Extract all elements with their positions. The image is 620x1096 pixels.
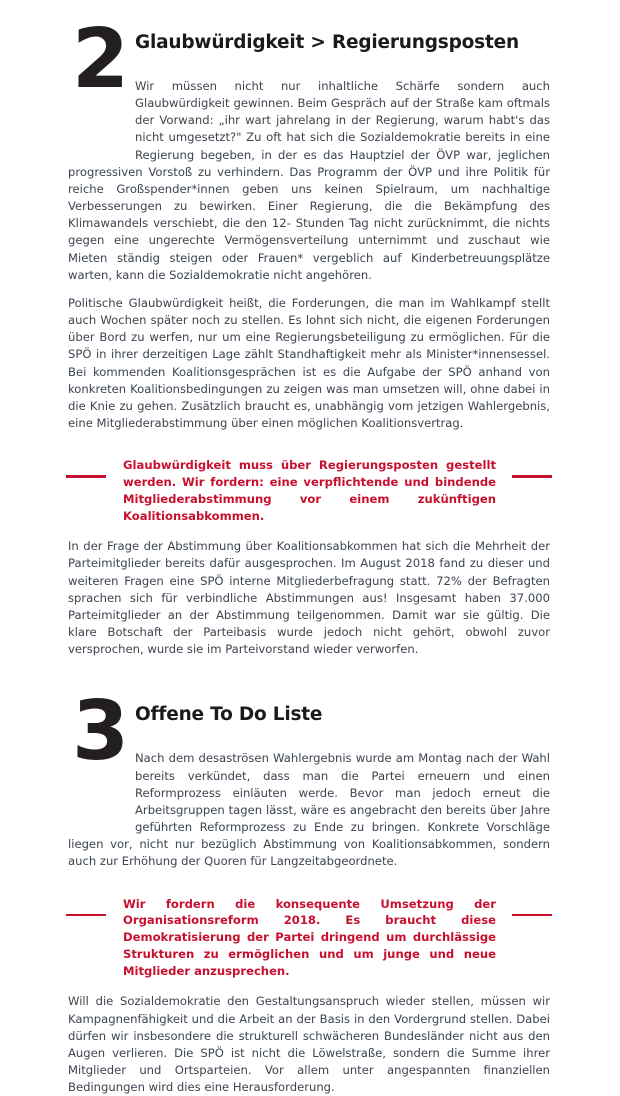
section-2-paragraph-2: Politische Glaubwürdigkeit heißt, die Forderungen, die man im Wahlkampf stellt auch Wochen später noch zu stellen. Es lohnt sich nicht, die eigenen Forderungen über Bord zu werfen, nur um eine Regierungsbeteiligung zu ermöglichen. Für die SPÖ in ihrer derzeitigen Lage zählt Standhaftigkeit mehr als Minister*innensessel. Bei kommenden Koalitionsgesprächen ist es die Aufgabe der SPÖ anhand von konkreten Koalitionsbedingungen zu zeigen was man umsetzen will, ohne dabei in die Knie zu gehen. Zusätzlich braucht es, unabhängig vom jetzigen Wahlergebnis, eine Mitgliederabstimmung über einen möglichen Koalitionsvertrag.: [68, 295, 550, 430]
section-3-after-body: [0, 993, 620, 1096]
spacer-before-demand-1: [0, 432, 620, 441]
demand-rule-left-icon: [66, 914, 106, 916]
section-3-header: [0, 684, 620, 780]
section-3-paragraph-1: Nach dem desaströsen Wahlergebnis wurde am Montag nach der Wahl bereits verkündet, dass man die Partei erneuern und einen Reformprozess einläuten werde. Bevor man jedoch erneut die Arbeitsgruppen tagen lässt, wäre es angebracht den bereits über Jahre geführten Reformprozess zu Ende zu bringen. Konkrete Vorschläge liegen vor, nicht nur bezüglich Abstimmung von Koalitionsabkommen, sondern auch zur Erhöhung der Quoren für Langzeitabgeordnete.: [68, 751, 550, 869]
demand-rule-right-icon: [512, 914, 552, 916]
section-2-number: 2: [72, 12, 128, 107]
section-3-number: 3: [72, 684, 128, 780]
section-2-paragraph-3: In der Frage der Abstimmung über Koalitionsabkommen hat sich die Mehrheit der Parteimitglieder bereits dafür ausgesprochen. Im August 2018 fand zu dieser und weiteren Fragen eine SPÖ interne Mitgliederbefragung statt. 72% der Befragten sprachen sich für verbindliche Abstimmungen aus! Insgesamt haben 37.000 Parteimitglieder an der Abstimmung teilgenommen. Damit war sie gültig. Die klare Botschaft der Parteibasis wurde jedoch nicht gehört, obwohl zuvor versprochen, wurde sie im Parteivorstand wieder verworfen.: [68, 539, 550, 657]
section-2: [0, 12, 620, 658]
section-3-title: Offene To Do Liste: [135, 704, 323, 726]
section-2-title: Glaubwürdigkeit > Regierungsposten: [135, 32, 519, 53]
spacer-before-demand-2: [0, 871, 620, 880]
section-2-header: [0, 12, 620, 107]
demand-rule-right-icon: [512, 475, 552, 477]
section-3-demand-text: Wir fordern die konsequente Umsetzung der Organisationsreform 2018. Es braucht diese Demokratisierung der Partei dringend um durchlässige Strukturen zu ermöglichen und um junge und neue Mitglieder anzusprechen.: [123, 896, 496, 978]
section-3: [0, 684, 620, 1096]
section-3-paragraph-2: Will die Sozialdemokratie den Gestaltungsanspruch wieder stellen, müssen wir Kampagnenfähigkeit und die Arbeit an der Basis in den Vordergrund stellen. Dabei dürfen wir insbesondere die strukturell schwächeren Bundesländer nicht aus den Augen verlieren. Die SPÖ ist nicht die Löwelstraße, sondern die Summe ihrer Mitglieder und Ortsparteien. Vor allem unter angespannten finanziellen Bedingungen wird dies eine Herausforderung.: [68, 994, 550, 1095]
section-2-demand-text: Glaubwürdigkeit muss über Regierungsposten gestellt werden. Wir fordern: eine verpflichtende und bindende Mitgliederabstimmung vor einem zukünftigen Koalitionsabkommen.: [123, 458, 496, 523]
demand-rule-left-icon: [66, 475, 106, 477]
section-2-after-body: [0, 538, 620, 658]
section-2-body: [0, 78, 620, 432]
section-3-demand-box: [0, 896, 620, 980]
section-2-paragraph-1: Wir müssen nicht nur inhaltliche Schärfe sondern auch Glaubwürdigkeit gewinnen. Beim Gespräch auf der Straße kam oftmals der Vorwand: „ihr wart jahrelang in der Regierung, warum habt's das nicht umgesetzt?" Zu oft hat sich die Sozialdemokratie bereits in eine Regierung begeben, in der es das Hauptziel der ÖVP war, jeglichen progressiven Vorstoß zu verhindern. Das Programm der ÖVP und ihre Politik für reiche Großspender*innen geben uns keinen Spielraum, um nachhaltige Verbesserungen zu bewirken. Einer Regierung, die die Bekämpfung des Klimawandels verschiebt, die den 12- Stunden Tag nicht zurücknimmt, die nichts gegen eine ungerechte Vermögensverteilung unternimmt und zuschaut wie Mieten ständig steigen oder Frauen* vergeblich auf Kinderbetreuungsplätze warten, kann die Sozialdemokratie nicht angehören.: [68, 79, 550, 282]
section-2-demand-box: [0, 457, 620, 524]
